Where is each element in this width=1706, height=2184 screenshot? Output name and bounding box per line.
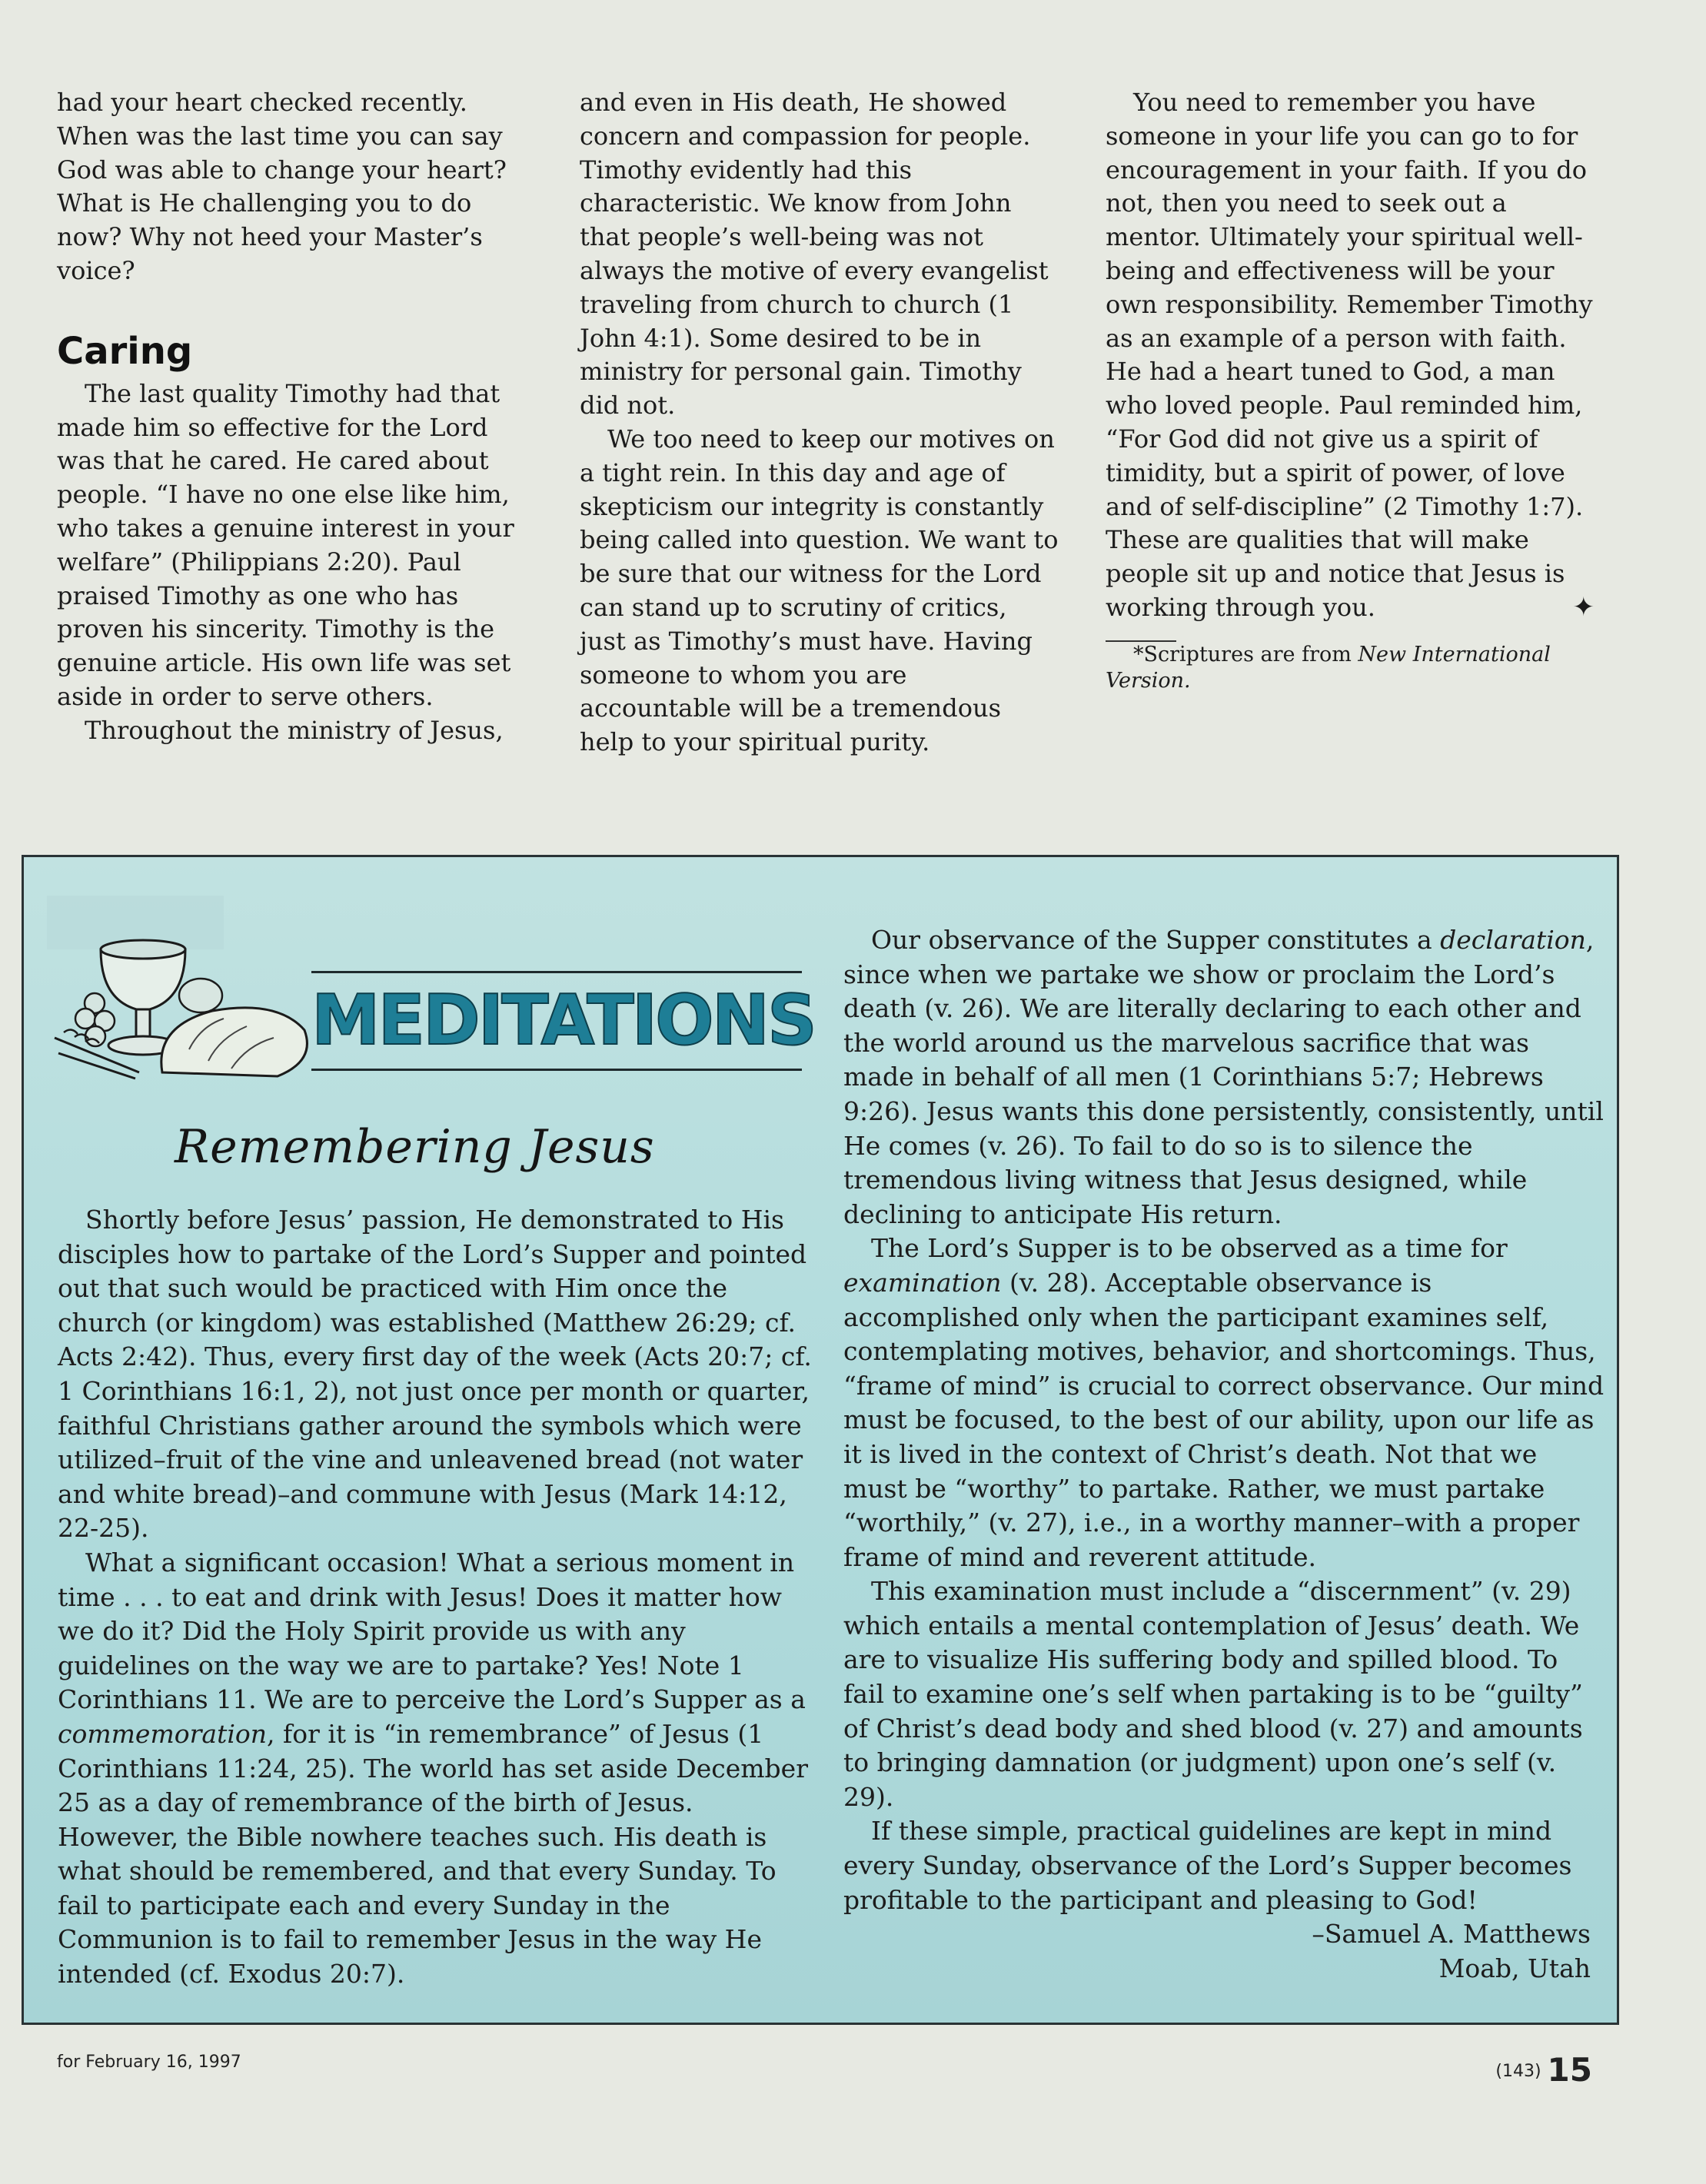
footnote-source: New International Version. [1106, 642, 1551, 693]
meditation-title: Remembering Jesus [175, 1120, 655, 1174]
article-column-3 [1106, 86, 1598, 694]
meditation-text: , for it is “in remembrance” of Jesus (1 Corinthians 11:24, 25). The world has set aside December 25 as a day of remembrance of the birth of Jesus. However, the Bible nowhere teaches such. His death is what should be remembered, and that every Sunday. To fail to participate each and every Sunday in the Communion is to fail to remember Jesus in the way He intended (cf. Exodus 20:7). [58, 1718, 808, 1990]
banner-top-rule [311, 971, 802, 973]
meditation-paragraph: This examination must include a “discernment” (v. 29) which entails a mental contemplation of Jesus’ death. We are to visualize His suffering body and spilled blood. To fail to examine one’s self when partaking is to be “guilty” of Christ’s dead body and shed blood (v. 27) and amounts to bringing damnation (or judgment) upon one’s self (v. 29). [843, 1576, 1583, 1812]
article-paragraph: and even in His death, He showed concern and compassion for people. Timothy evidently had this characteristic. We know from John that people’s well-being was not always the motive of every evangelist traveling from church to church (1 John 4:1). Some desired to be in ministry for personal gain. Timothy did not. [580, 88, 1049, 421]
meditation-paragraph: Shortly before Jesus’ passion, He demonstrated to His disciples how to partake of the Lord’s Supper and pointed out that such would be practiced with Him once the church (or kingdom) was established (Matthew 26:29; cf. Acts 2:42). Thus, every first day of the week (Acts 20:7; cf. 1 Corinthians 16:1, 2), not just once per month or quarter, faithful Christians gather around the symbols which were utilized–fruit of the vine and unleavened bread (not water and white bread)–and commune with Jesus (Mark 14:12, 22-25). [58, 1205, 812, 1544]
article-paragraph: Throughout the ministry of Jesus, [85, 715, 504, 745]
article-column-1 [57, 86, 541, 748]
meditation-paragraph [843, 923, 1605, 1232]
footnote-prefix: *Scriptures are from [1133, 642, 1358, 667]
meditation-text: Our observance of the Supper constitutes a [871, 925, 1441, 955]
meditation-text: , since when we partake we show or proclaim the Lord’s death (v. 26). We are literally declaring to each other and the world around us the marvelous sacrifice that was made in behalf of all men (1 Corinthians 5:7; Hebrews 9:26). Jesus wants this done persistently, consistently, until He comes (v. 26). To fail to do so is to silence the tremendous living witness that Jesus designed, while declining to anticipate His return. [843, 925, 1604, 1229]
meditation-text: (v. 28). Acceptable observance is accomplished only when the participant examines self, contemplating motives, behavior, and shortcomings. Thus, “frame of mind” is crucial to correct observance. Our mind must be focused, to the best of our ability, upon our life as it is lived in the context of Christ’s death. Not that we must be “worthy” to partake. Rather, we must partake “worthily,” (v. 27), i.e., in a worthy manner–with a proper frame of mind and reverent attitude. [843, 1267, 1605, 1572]
issue-date: for February 16, 1997 [57, 2053, 241, 2072]
article-column-2 [580, 86, 1060, 760]
author-location: Moab, Utah [1438, 1953, 1591, 1983]
communion-cup-bread-illustration [47, 896, 324, 1080]
meditation-column-right [843, 923, 1605, 1986]
footnote [1106, 642, 1598, 694]
page-number: 15 [1547, 2051, 1592, 2089]
page-number-block [1495, 2051, 1592, 2089]
emphasis-text: declaration [1440, 925, 1586, 955]
page-number-paren: (143) [1495, 2062, 1541, 2081]
meditation-paragraph [58, 1546, 819, 1992]
article-paragraph: We too need to keep our motives on a tight rein. In this day and age of skepticism our integrity is constantly being called into question. We want to be sure that our witness for the Lord can stand up to scrutiny of critics, just as Timothy’s must have. Having someone to whom you are accountable will be a tremendous help to your spiritual purity. [580, 424, 1059, 757]
emphasis-text: examination [843, 1267, 1002, 1298]
author-name: –Samuel A. Matthews [1312, 1919, 1591, 1950]
article-paragraph: The last quality Timothy had that made him so effective for the Lord was that he cared. He cared about people. “I have no one else like him, who takes a genuine interest in your welfare” (Philippians 2:20). Paul praised Timothy as one who has proven his sincerity. Timothy is the genuine article. His own life was set aside in order to serve others. [57, 378, 514, 711]
meditations-banner-text: MEDITATIONS [311, 980, 815, 1061]
meditations-banner [311, 971, 815, 1071]
meditation-text: What a significant occasion! What a serious moment in time . . . to eat and drink with Jesus! Does it matter how we do it? Did the Holy Spirit provide us with any guidelines on the way we are to partake? Yes! Note 1 Corinthians 11. We are to perceive the Lord’s Supper as a [58, 1547, 806, 1715]
meditation-paragraph: If these simple, practical guidelines are kept in mind every Sunday, observance of the Lord’s Supper becomes profitable to the participant and pleasing to God! [843, 1816, 1572, 1915]
article-text: You need to remember you have someone in your life you can go to for encouragement in your faith. If you do not, then you need to seek out a mentor. Ultimately your spiritual well-being and effectiveness will be your own responsibility. Remember Timothy as an example of a person with faith. He had a heart tuned to God, a man who loved people. Paul reminded him, “For God did not give us a spirit of timidity, but a spirit of power, of love and of self-discipline” (2 Timothy 1:7). These are qualities that will make people sit up and notice that Jesus is working through you. [1106, 88, 1593, 622]
end-mark-icon: ✦ [1572, 591, 1595, 623]
meditation-column-left [58, 1203, 819, 1992]
banner-bottom-rule [311, 1069, 802, 1071]
article-paragraph [1106, 86, 1598, 625]
meditation-paragraph [843, 1232, 1605, 1574]
meditations-box [22, 855, 1619, 2025]
section-heading-caring: Caring [57, 329, 193, 373]
article-paragraph: had your heart checked recently. When was the last time you can say God was able to change your heart? What is He challenging you to do now? Why not heed your Master’s voice? [57, 88, 507, 285]
meditation-text: The Lord’s Supper is to be observed as a time for [871, 1233, 1508, 1264]
emphasis-text: commemoration [58, 1718, 268, 1749]
